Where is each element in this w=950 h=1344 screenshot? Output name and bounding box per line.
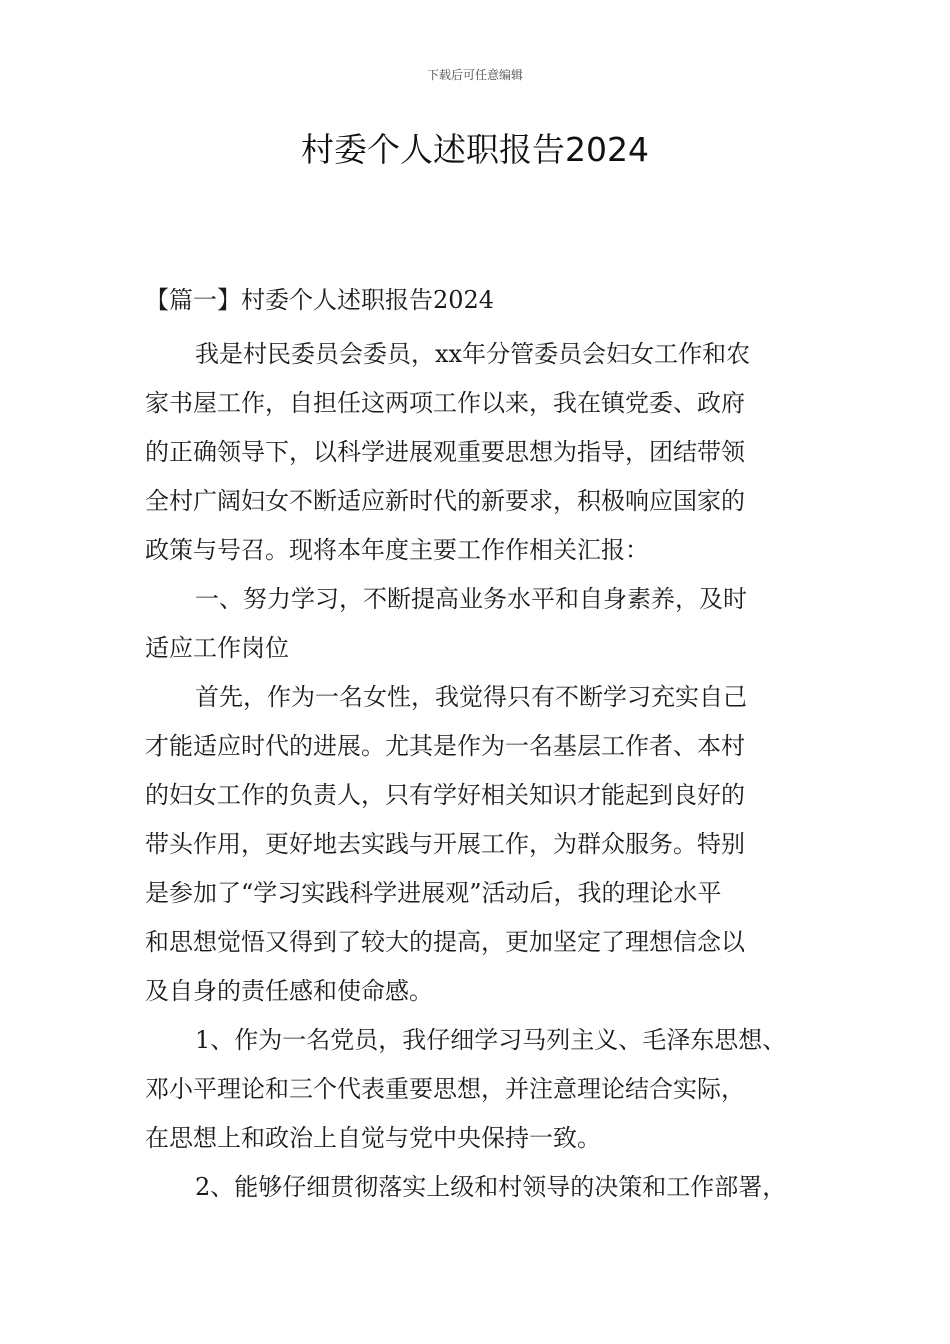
paragraph-line: 家书屋工作，自担任这两项工作以来，我在镇党委、政府 [145,389,745,417]
paragraph-line: 全村广阔妇女不断适应新时代的新要求，积极响应国家的 [145,487,745,515]
paragraph-line: 及自身的责任感和使命感。 [145,977,433,1005]
paragraph-line: 和思想觉悟又得到了较大的提高，更加坚定了理想信念以 [145,928,745,956]
paragraph-line: 邓小平理论和三个代表重要思想，并注意理论结合实际， [145,1075,745,1103]
paragraph-line: 才能适应时代的进展。尤其是作为一名基层工作者、本村 [145,732,745,760]
paragraph-first-point [145,673,825,1016]
paragraph-item-1 [145,1016,825,1163]
paragraph-line: 政策与号召。现将本年度主要工作作相关汇报： [145,536,649,564]
paragraph-line: 我是村民委员会委员，xx年分管委员会妇女工作和农 [195,340,751,368]
paragraph-line: 一、努力学习，不断提高业务水平和自身素养，及时 [195,585,747,613]
paragraph-section-one [145,575,825,673]
page-header-note: 下载后可任意编辑 [426,68,523,82]
paragraph-line: 首先，作为一名女性，我觉得只有不断学习充实自己 [195,683,747,711]
paragraph-line: 2、能够仔细贯彻落实上级和村领导的决策和工作部署， [195,1173,787,1201]
paragraph-line: 带头作用，更好地去实践与开展工作，为群众服务。特别 [145,830,745,858]
section-heading: 【篇一】村委个人述职报告2024 [145,286,495,314]
paragraph-line: 在思想上和政治上自觉与党中央保持一致。 [145,1124,601,1152]
paragraph-line: 1、作为一名党员，我仔细学习马列主义、毛泽东思想、 [195,1026,787,1054]
document-title: 村委个人述职报告2024 [301,130,649,169]
document-body [145,330,825,1212]
paragraph-line: 的正确领导下，以科学进展观重要思想为指导，团结带领 [145,438,745,466]
paragraph-line: 适应工作岗位 [145,634,289,662]
paragraph-line: 是参加了“学习实践科学进展观”活动后，我的理论水平 [145,879,722,907]
paragraph-intro [145,330,825,575]
paragraph-item-2 [145,1163,825,1212]
paragraph-line: 的妇女工作的负责人，只有学好相关知识才能起到良好的 [145,781,745,809]
